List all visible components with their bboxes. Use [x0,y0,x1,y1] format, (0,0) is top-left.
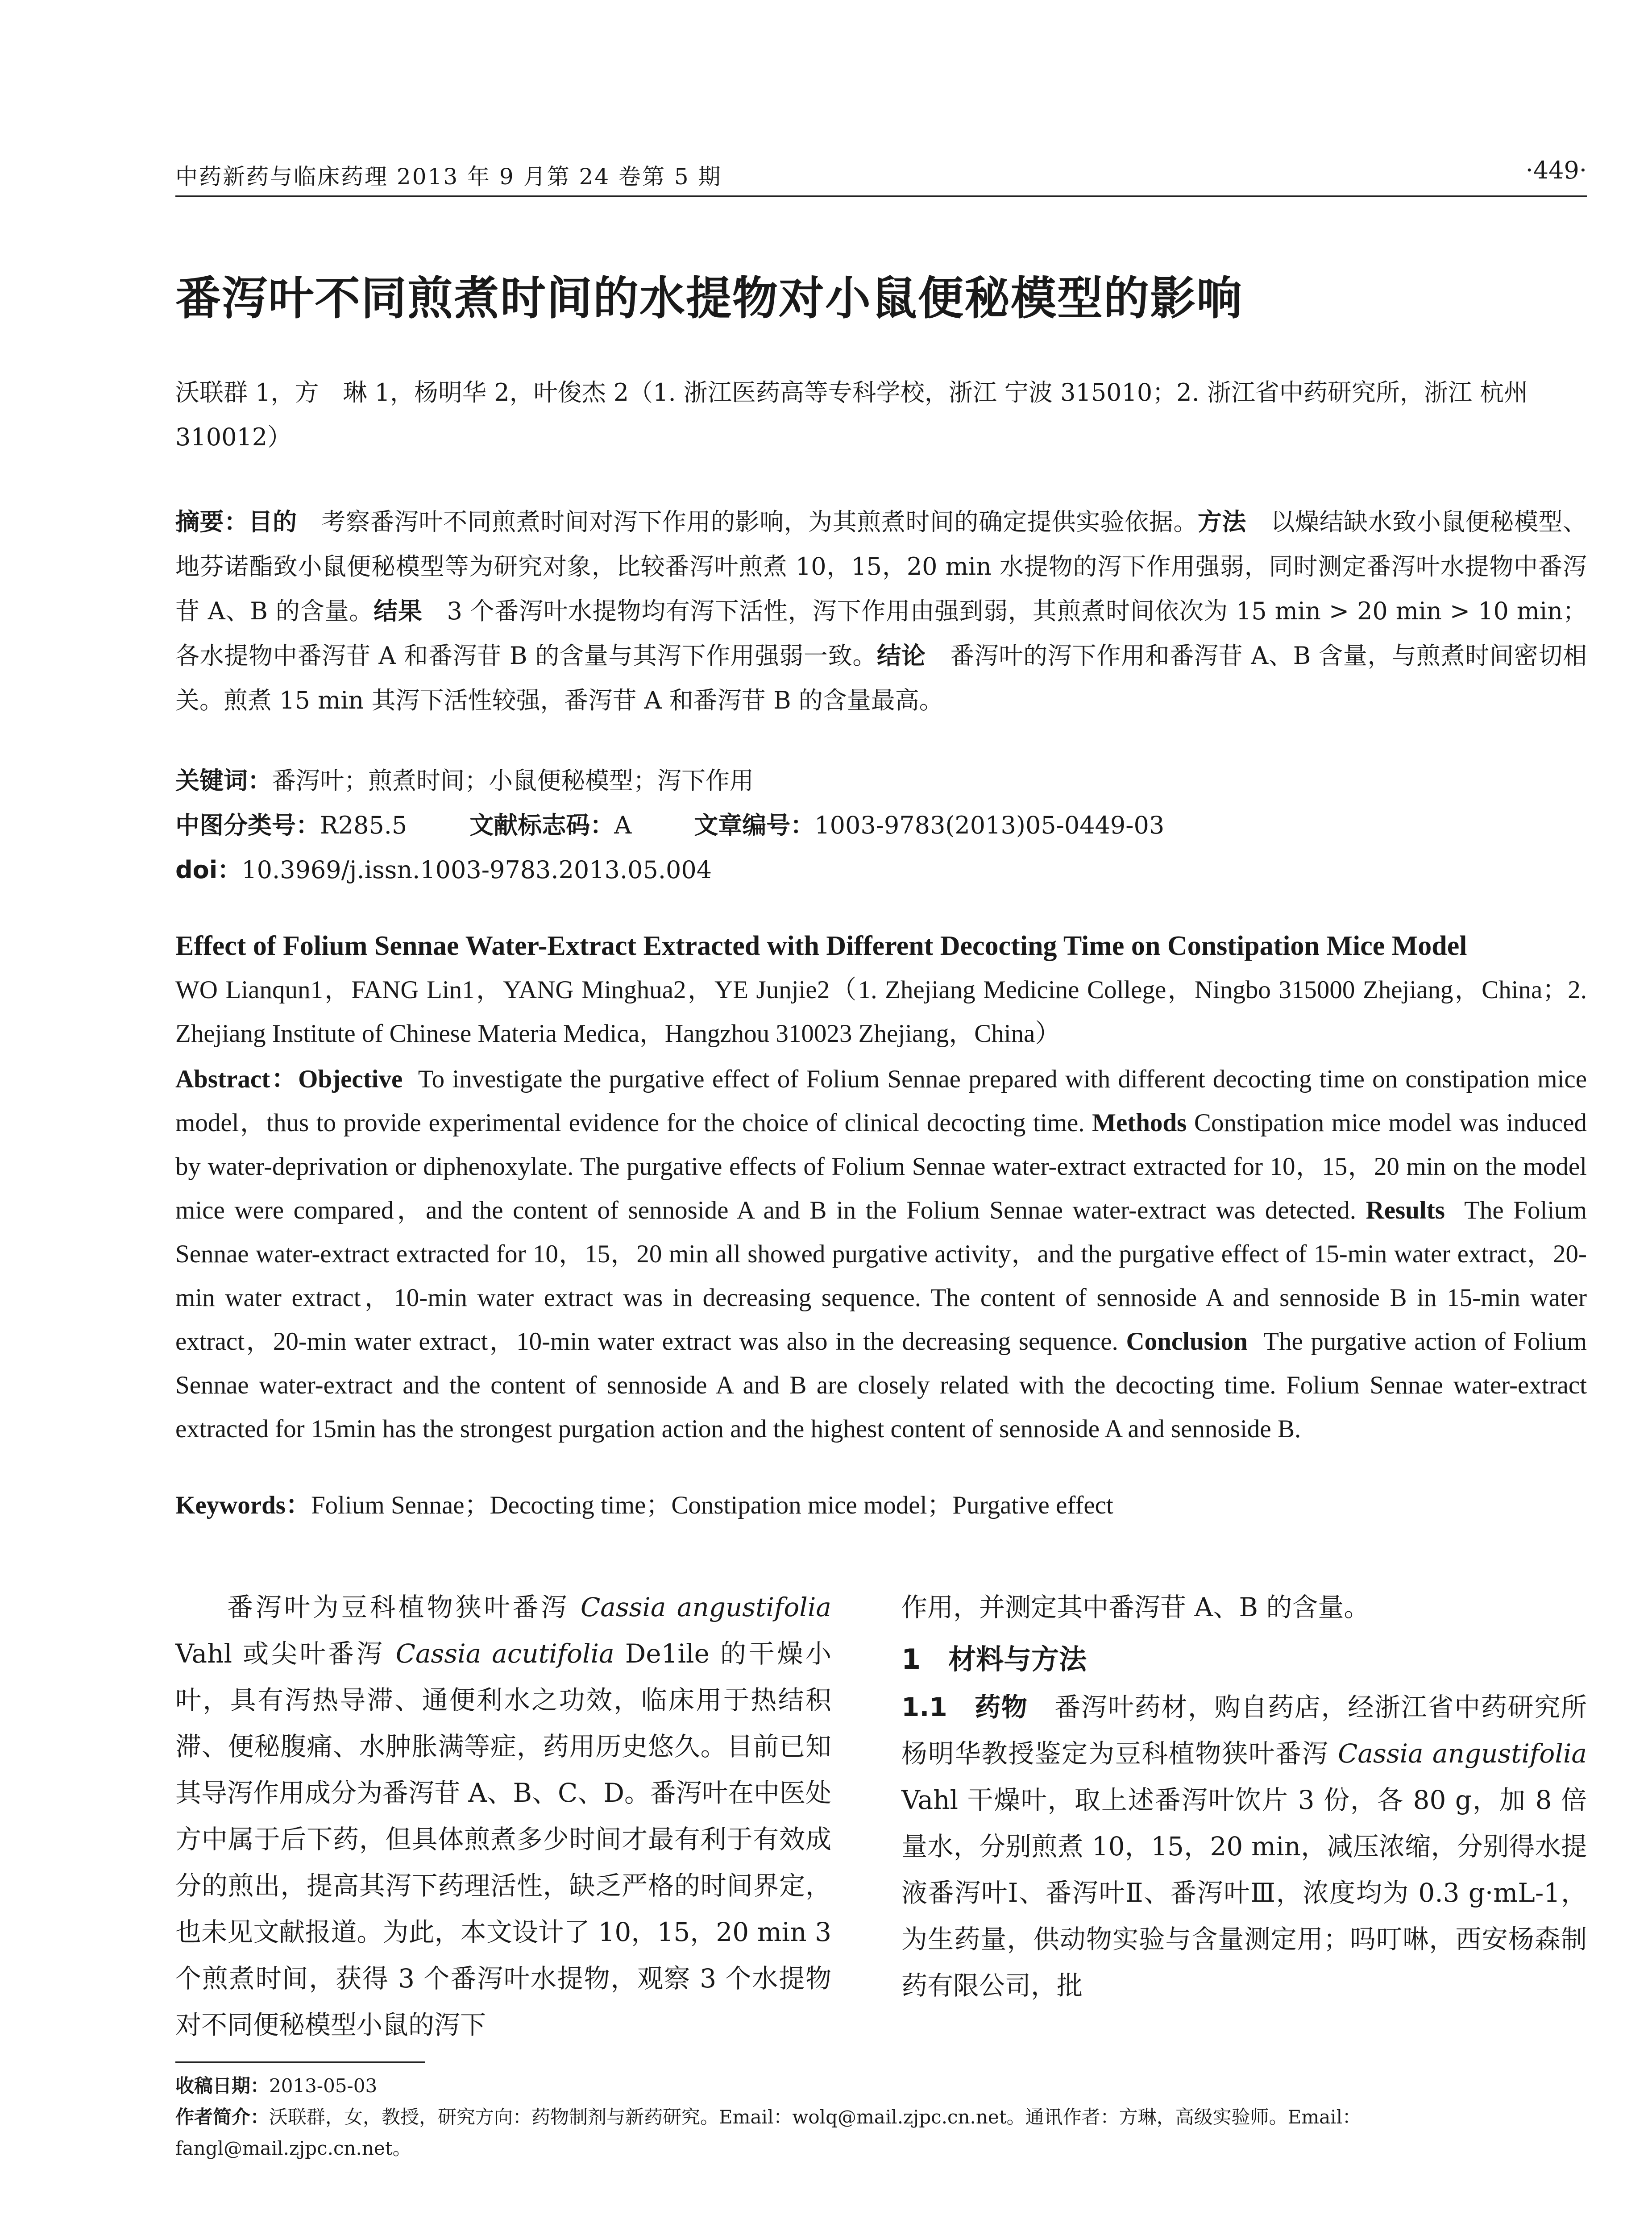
intro-paragraph [175,1584,831,2048]
author-bio-text: 沃联群，女，教授，研究方向：药物制剂与新药研究。Email：wolq@mail.zjpc.cn.net。通讯作者：方琳，高级实验师。Email：fangl@mail.zjpc.cn.net。 [175,2106,1361,2159]
doc-code-label: 文献标志码： [469,811,614,839]
conclusion-text-zh: 番泻叶的泻下作用和番泻苷 A、B 含量，与煎煮时间密切相关。煎煮 15 min 其泻下活性较强，番泻苷 A 和番泻苷 B 的含量最高。 [175,642,1587,714]
clc-label: 中图分类号： [175,811,320,839]
objective-label-en: Objective [298,1065,403,1093]
methods-label-zh: 方法 [1197,508,1246,536]
objective-text-zh: 考察番泻叶不同煎煮时间对泻下作用的影响，为其煎煮时间的确定提供实验依据。 [321,508,1198,536]
species-name-2: Cassia acutifolia [395,1638,614,1669]
keywords-text-en: Folium Sennae；Decocting time；Constipation mice model；Purgative effect [311,1491,1113,1519]
conclusion-label-zh: 结论 [877,642,926,670]
article-title-en: Effect of Folium Sennae Water-Extract Extracted with Different Decocting Time on Constipation Mice Model [175,931,1467,961]
doi-label: doi： [175,856,242,884]
abstract-label-zh: 摘要： [175,508,249,536]
results-text-zh: 3 个番泻叶水提物均有泻下活性，泻下作用由强到弱，其煎煮时间依次为 15 min > 20 min > 10 min；各水提物中番泻苷 A 和番泻苷 B 的含量与其泻下作用强弱一致。 [175,597,1587,670]
species-name-1: Cassia angustifolia [580,1592,831,1622]
objective-label-zh: 目的 [248,508,297,536]
received-value: 2013-05-03 [269,2075,378,2097]
drug-species-name: Cassia angustifolia [1337,1738,1587,1769]
subsection-heading-drugs: 1.1 药物 [901,1692,1028,1722]
footnote-rule [175,2061,425,2063]
objective-text-en: To investigate the purgative effect of Folium Sennae prepared with different decocting time on constipation mice model，thus to provide experimental evidence for the choice of clinical decocting time. [175,1065,1587,1137]
journal-header: 中药新药与临床药理 2013 年 9 月第 24 卷第 5 期 [175,164,722,190]
section-heading-materials-methods: 1 材料与方法 [901,1643,1087,1675]
abstract-zh [175,500,1587,723]
received-label: 收稿日期： [175,2075,270,2097]
header-rule [175,195,1587,197]
authors-en: WO Lianqun1，FANG Lin1，YANG Minghua2，YE Junjie2（1. Zhejiang Medicine College，Ningbo 315000 Zhejiang，China；2. Zhejiang Institute of Chinese Materia Medica，Hangzhou 310023 Zhejiang，China） [175,976,1587,1048]
author-bio [175,2102,1587,2164]
intro-text-b: Vahl 或尖叶番泻 [175,1638,396,1669]
results-label-zh: 结果 [374,597,423,625]
intro-continuation: 作用，并测定其中番泻苷 A、B 的含量。 [901,1592,1370,1622]
abstract-en [175,1057,1587,1451]
keywords-text-zh: 番泻叶；煎煮时间；小鼠便秘模型；泻下作用 [272,767,754,795]
author-bio-label: 作者简介： [175,2106,270,2128]
conclusion-text-en: The purgative action of Folium Sennae water-extract and the content of sennoside A and B are closely related with the decocting time. Folium Sennae water-extract extracted for 15min has the strongest purgation action and the highest content of sennoside A and sennoside B. [175,1327,1587,1443]
results-text-en: The Folium Sennae water-extract extracted for 10，15，20 min all showed purgative activity，and the purgative effect of 15-min water extract，20-min water extract，10-min water extract was in decreasing sequence. The content of sennoside A and sennoside B in 15-min water extract，20-min water extract，10-min water extract was also in the decreasing sequence. [175,1196,1587,1356]
article-no-value: 1003-9783(2013)05-0449-03 [814,811,1165,839]
methods-text-en: Constipation mice model was induced by water-deprivation or diphenoxylate. The purgative effects of Folium Sennae water-extract extracted for 10，15，20 min on the model mice were compared，and the content of sennoside A and B in the Folium Sennae water-extract was detected. [175,1109,1587,1224]
intro-text-a: 番泻叶为豆科植物狭叶番泻 [227,1592,581,1622]
doc-code-value: A [614,811,632,839]
methods-text-zh: 以燥结缺水致小鼠便秘模型、地芬诺酯致小鼠便秘模型等为研究对象，比较番泻叶煎煮 10，15，20 min 水提物的泻下作用强弱，同时测定番泻叶水提物中番泻苷 A、B 的含量。 [175,508,1587,625]
keywords-label-en: Keywords： [175,1491,311,1519]
authors-zh: 沃联群 1，方 琳 1，杨明华 2，叶俊杰 2（1. 浙江医药高等专科学校，浙江 宁波 315010；2. 浙江省中药研究所，浙江 杭州 310012） [175,378,1528,451]
methods-label-en: Methods [1092,1109,1187,1137]
article-no-label: 文章编号： [694,811,815,839]
keywords-zh [175,759,1587,803]
classification-line [175,803,1587,848]
keywords-label-zh: 关键词： [175,767,272,795]
page-number: ·449· [1525,156,1587,184]
received-date [175,2070,1587,2102]
footnotes [175,2070,1587,2164]
clc-value: R285.5 [320,811,407,839]
drug-text-b: Vahl 干燥叶，取上述番泻叶饮片 3 份，各 80 g，加 8 倍量水，分别煎煮 10，15，20 min，减压浓缩，分别得水提液番泻叶Ⅰ、番泻叶Ⅱ、番泻叶Ⅲ，浓度均为 0.3 g·mL-1，为生药量，供动物实验与含量测定用；吗叮啉，西安杨森制药有限公司，批 [901,1785,1587,2001]
abstract-label-en: Abstract： [175,1065,299,1093]
doi-line [175,848,1587,892]
conclusion-label-en: Conclusion [1126,1327,1248,1356]
doi-value: 10.3969/j.issn.1003-9783.2013.05.004 [241,856,712,884]
intro-text-c: De1ile 的干燥小叶，具有泻热导滞、通便利水之功效，临床用于热结积滞、便秘腹痛、水肿胀满等症，药用历史悠久。目前已知其导泻作用成分为番泻苷 A、B、C、D。番泻叶在中医处方中属于后下药，但具体煎煮多少时间才最有利于有效成分的煎出，提高其泻下药理活性，缺乏严格的时间界定，也未见文献报道。为此，本文设计了 10，15，20 min 3 个煎煮时间，获得 3 个番泻叶水提物，观察 3 个水提物对不同便秘模型小鼠的泻下 [175,1638,832,2040]
keywords-en [175,1484,1587,1527]
article-title-zh: 番泻叶不同煎煮时间的水提物对小鼠便秘模型的影响 [175,272,1243,325]
body-column-left [175,1584,831,2048]
drug-text-a: 番泻叶药材，购自药店，经浙江省中药研究所杨明华教授鉴定为豆科植物狭叶番泻 [901,1692,1587,1769]
drug-paragraph [901,1684,1587,2009]
body-column-right [901,1584,1587,2009]
results-label-en: Results [1366,1196,1445,1224]
